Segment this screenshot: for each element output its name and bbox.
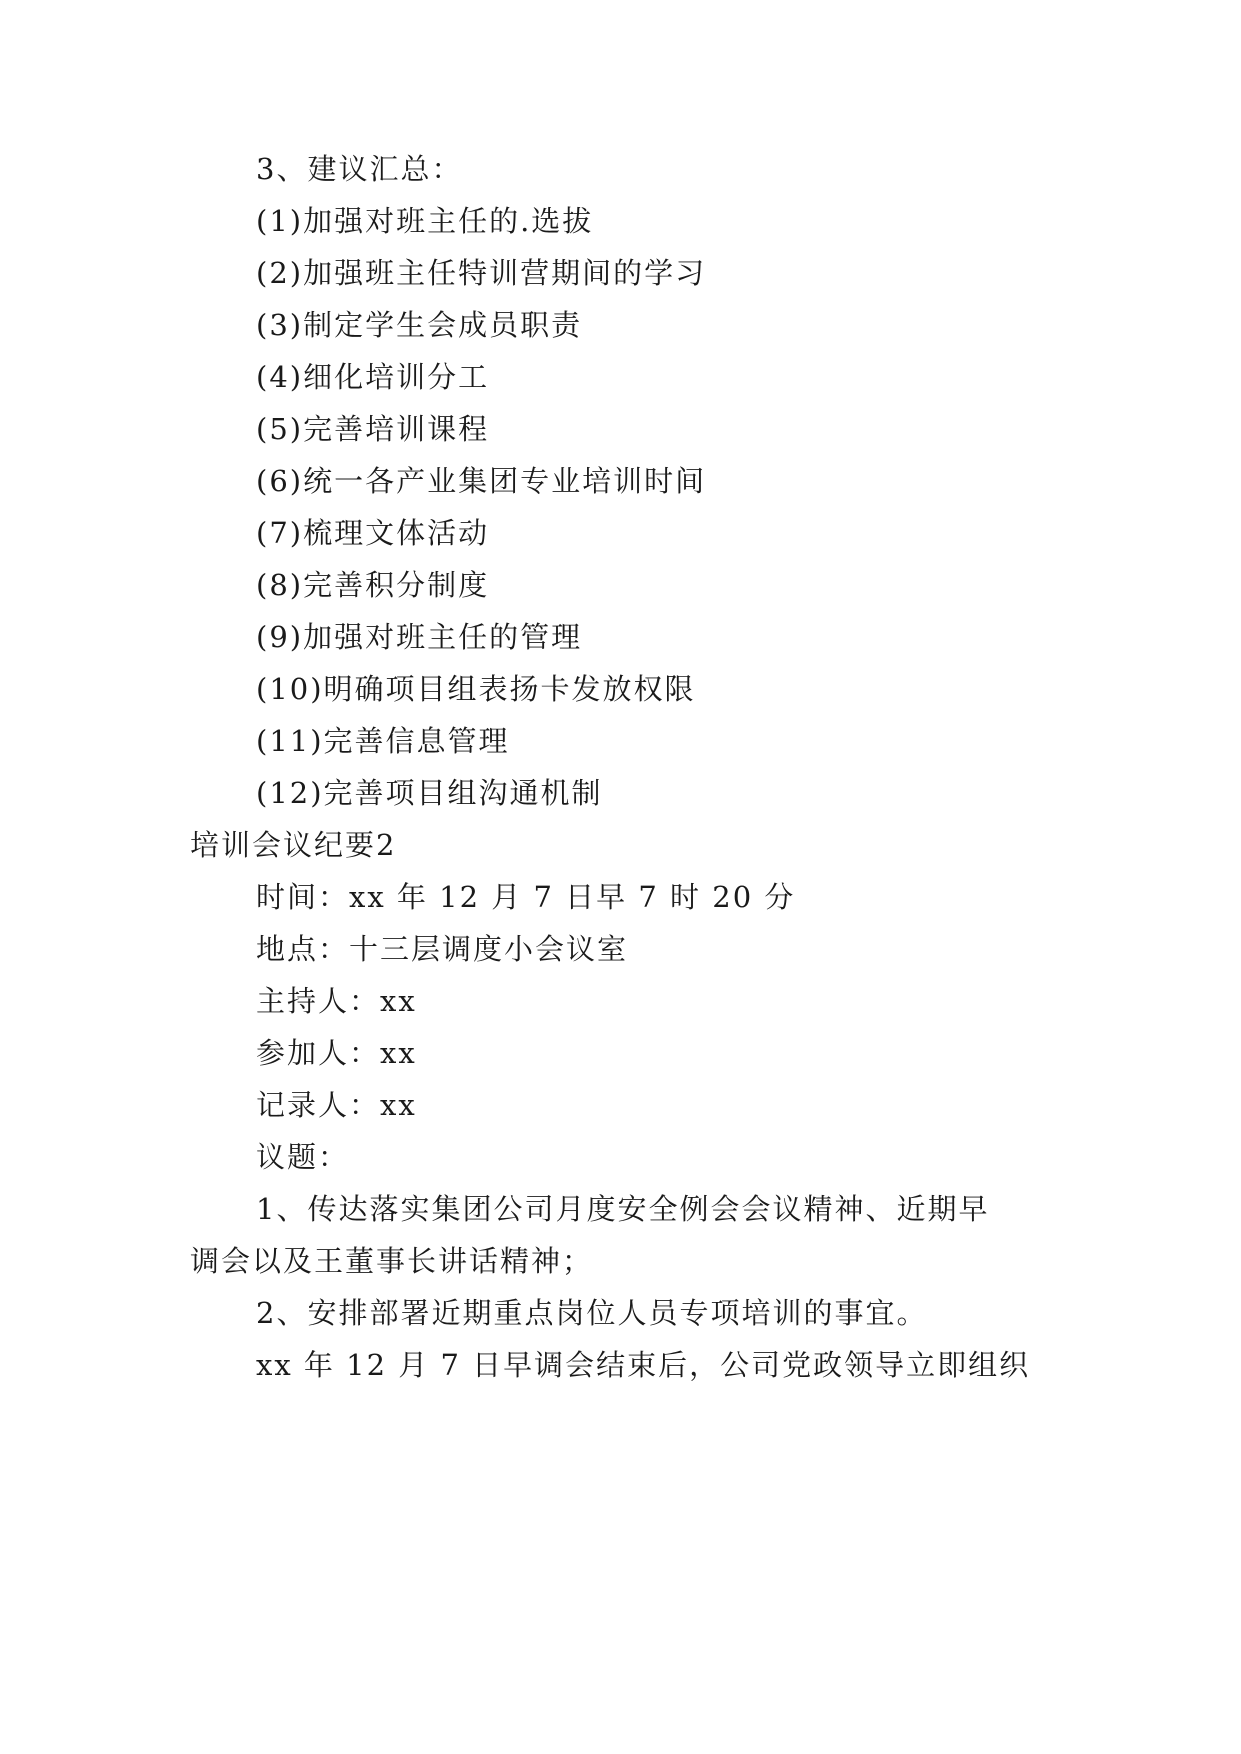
meeting-participants: 参加人：xx: [256, 1036, 417, 1070]
summary-item: (2)加强班主任特训营期间的学习: [256, 256, 707, 290]
section-title: 培训会议纪要2: [190, 828, 397, 862]
summary-item: (12)完善项目组沟通机制: [256, 776, 603, 810]
summary-item: (7)梳理文体活动: [256, 516, 490, 550]
summary-item: (10)明确项目组表扬卡发放权限: [256, 672, 696, 706]
meeting-time: 时间：xx 年 12 月 7 日早 7 时 20 分: [256, 880, 796, 914]
summary-heading: 3、建议汇总：: [256, 152, 463, 186]
meeting-place: 地点：十三层调度小会议室: [256, 932, 629, 966]
topics-label: 议题：: [256, 1140, 350, 1174]
topic-2: 2、安排部署近期重点岗位人员专项培训的事宜。: [256, 1296, 928, 1330]
summary-item: (11)完善信息管理: [256, 724, 510, 758]
summary-item: (9)加强对班主任的管理: [256, 620, 583, 654]
summary-item: (4)细化培训分工: [256, 360, 490, 394]
meeting-host: 主持人：xx: [256, 984, 417, 1018]
summary-item: (6)统一各产业集团专业培训时间: [256, 464, 707, 498]
topic-1-continued: 调会以及王董事长讲话精神；: [190, 1244, 594, 1278]
summary-item: (1)加强对班主任的.选拔: [256, 204, 594, 238]
meeting-recorder: 记录人：xx: [256, 1088, 417, 1122]
summary-item: (5)完善培训课程: [256, 412, 490, 446]
summary-item: (8)完善积分制度: [256, 568, 490, 602]
summary-item: (3)制定学生会成员职责: [256, 308, 583, 342]
body-paragraph: xx 年 12 月 7 日早调会结束后，公司党政领导立即组织: [256, 1348, 1031, 1382]
topic-1: 1、传达落实集团公司月度安全例会会议精神、近期早: [256, 1192, 990, 1226]
